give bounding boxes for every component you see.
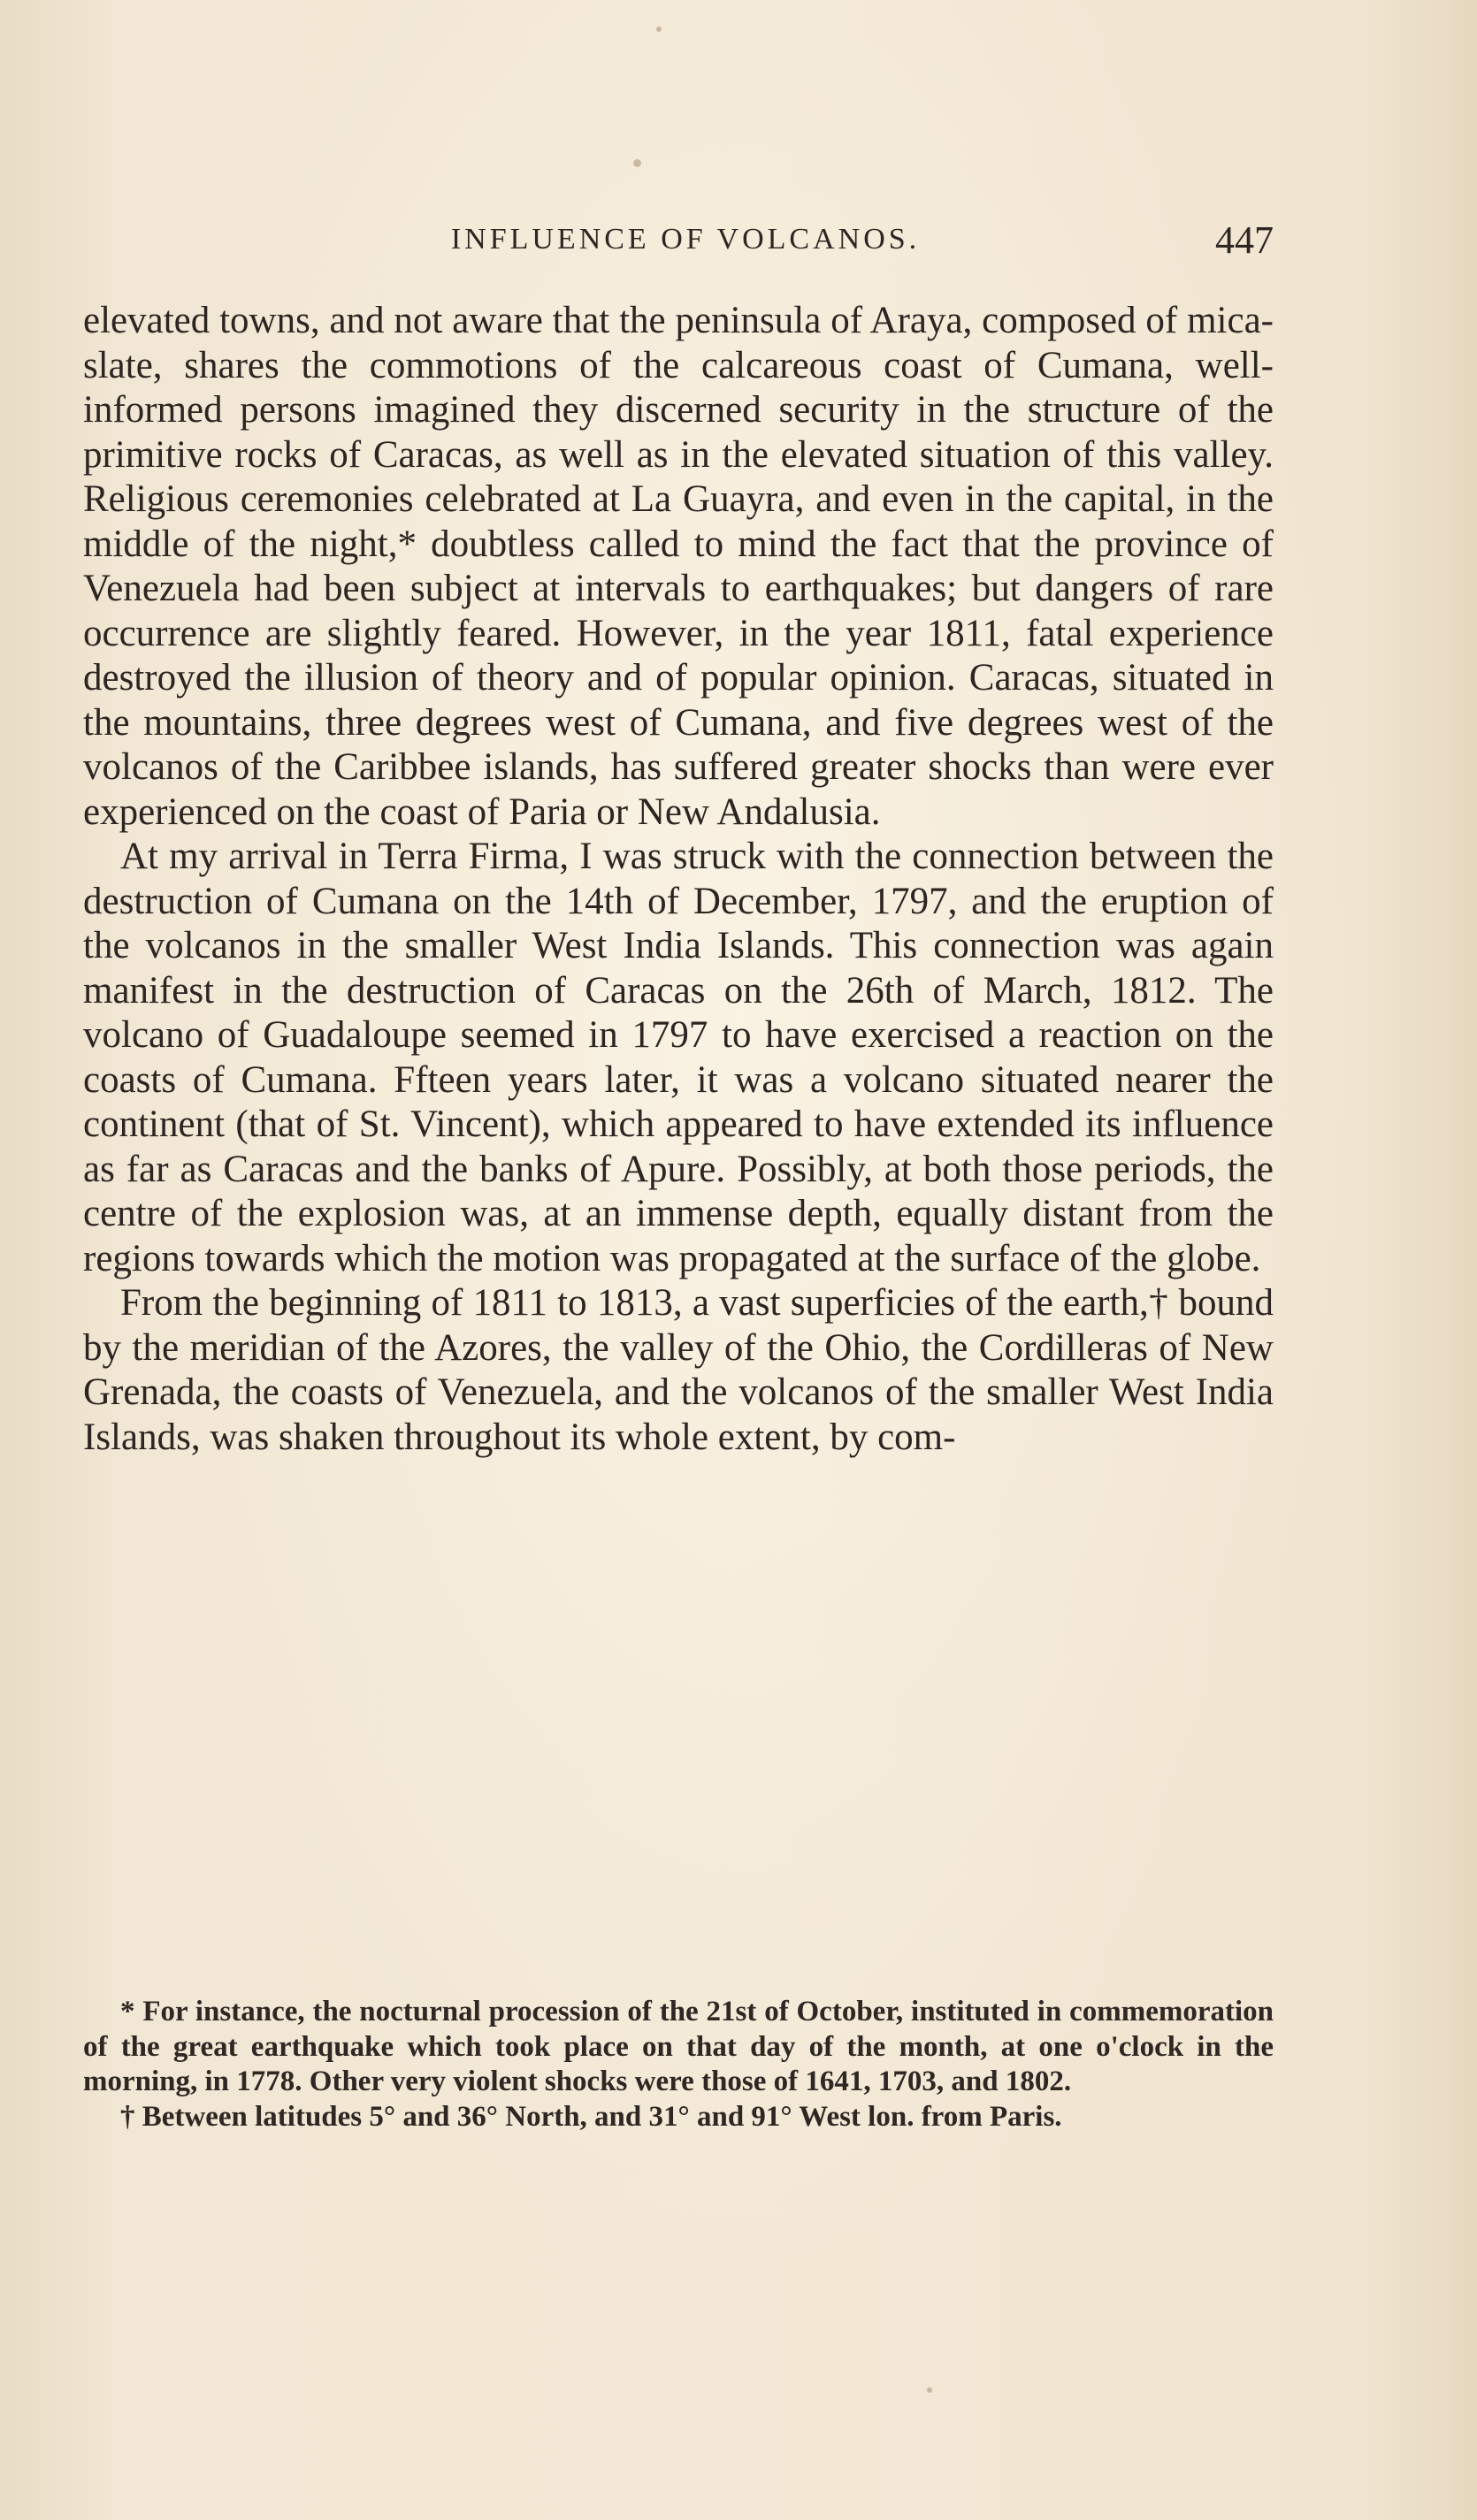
page-number: 447 bbox=[1215, 218, 1274, 262]
page-header bbox=[97, 218, 1274, 267]
paper-speck bbox=[927, 2387, 932, 2393]
paper-speck bbox=[656, 27, 662, 32]
footnotes bbox=[83, 1995, 1274, 2134]
paragraph: At my arrival in Terra Firma, I was struck with the connection between the destruction of Cumana on the 14th of December, 1797, and the eruption of the volcanos in the smaller West India Islands. This connection was again manifest in the destruction of Caracas on the 26th of March, 1812. The volcano of Guadaloupe seemed in 1797 to have exercised a reaction on the coasts of Cumana. Ffteen years later, it was a volcano situated nearer the continent (that of St. Vincent), which appeared to have extended its influence as far as Caracas and the banks of Apure. Possibly, at both those periods, the centre of the explosion was, at an immense depth, equally distant from the regions towards which the motion was propagated at the surface of the globe. bbox=[83, 836, 1274, 1279]
body-text bbox=[83, 299, 1274, 1460]
paper-speck bbox=[633, 159, 641, 167]
paragraph: From the beginning of 1811 to 1813, a vast superficies of the earth,† bound by the meridian of the Azores, the valley of the Ohio, the Cordilleras of New Grenada, the coasts of Venezuela, and the volcanos of the smaller West India Islands, was shaken throughout its whole extent, by com- bbox=[83, 1282, 1274, 1458]
footnote: * For instance, the nocturnal procession of the 21st of October, instituted in commemoration of the great earthquake which took place on that day of the month, at one o'clock in the morning, in 1778. Other very violent shocks were those of 1641, 1703, and 1802. bbox=[83, 1996, 1274, 2097]
paragraph: elevated towns, and not aware that the peninsula of Araya, composed of mica-slate, shares the commotions of the calcareous coast of Cumana, well-informed persons imagined they discerned security in the structure of the primitive rocks of Caracas, as well as in the elevated situation of this valley. Religious ceremonies celebrated at La Guayra, and even in the capital, in the middle of the night,* doubtless called to mind the fact that the province of Venezuela had been subject at intervals to earthquakes; but dangers of rare occurrence are slightly feared. However, in the year 1811, fatal experience destroyed the illusion of theory and of popular opinion. Caracas, situated in the mountains, three degrees west of Cumana, and five degrees west of the volcanos of the Caribbee islands, has suffered greater shocks than were ever experienced on the coast of Paria or New Andalusia. bbox=[83, 300, 1274, 833]
footnote: † Between latitudes 5° and 36° North, and 31° and 91° West lon. from Paris. bbox=[120, 2100, 1062, 2133]
running-title: INFLUENCE OF VOLCANOS. bbox=[450, 223, 921, 256]
